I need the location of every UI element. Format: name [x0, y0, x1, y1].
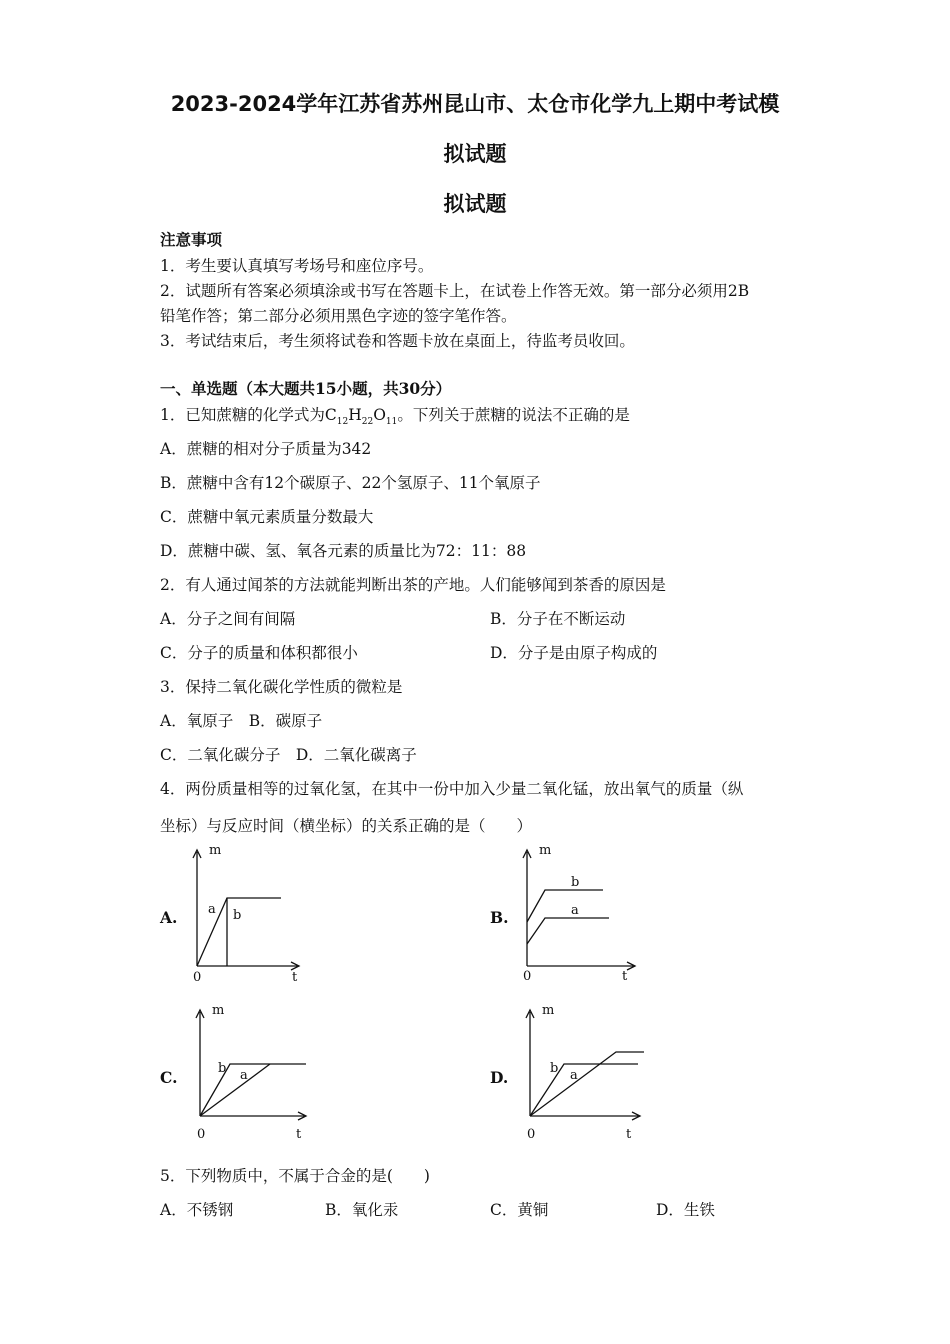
notice-item-1: 1．考生要认真填写考场号和座位序号。 — [160, 257, 434, 275]
question-1-option-a: A．蔗糖的相对分子质量为342 — [160, 440, 372, 458]
question-4-option-b-label: B. — [490, 908, 509, 927]
y-axis-label: m — [209, 843, 222, 858]
question-3-options-ab: A．氧原子 B．碳原子 — [160, 712, 323, 730]
notice-heading: 注意事项 — [160, 230, 223, 249]
curve-b-label: b — [218, 1061, 227, 1076]
sucrose-formula: $C_{12}H_{22}O_{11}$ — [324, 406, 398, 428]
curve-a-label: a — [240, 1068, 248, 1083]
question-1-option-d: D．蔗糖中碳、氢、氧各元素的质量比为72：11：88 — [160, 542, 527, 560]
question-4-option-a-label: A. — [160, 908, 178, 927]
curve-a-line — [530, 1052, 644, 1116]
graph-option-d — [518, 1002, 658, 1147]
question-4-option-d-label: D. — [490, 1068, 509, 1087]
x-axis-label: t — [296, 1127, 302, 1142]
question-5-option-c: C．黄铜 — [490, 1201, 549, 1219]
question-2-option-c: C．分子的质量和体积都很小 — [160, 644, 358, 662]
question-2-option-a: A．分子之间有间隔 — [160, 610, 296, 628]
origin-label: 0 — [523, 969, 532, 984]
question-5-option-a: A．不锈钢 — [160, 1201, 234, 1219]
origin-label: 0 — [527, 1127, 536, 1142]
question-5-stem: 5．下列物质中，不属于合金的是( ) — [160, 1167, 430, 1185]
curve-a-label: a — [570, 1068, 578, 1083]
y-axis-label: m — [212, 1003, 225, 1018]
graph-option-b — [515, 842, 645, 987]
x-axis-label: t — [292, 970, 298, 985]
question-4-stem-line2: 坐标）与反应时间（横坐标）的关系正确的是（ ） — [160, 817, 533, 835]
origin-label: 0 — [197, 1127, 206, 1142]
y-axis-label: m — [539, 843, 552, 858]
x-axis-label: t — [626, 1127, 632, 1142]
notice-item-3: 3．考试结束后，考生须将试卷和答题卡放在桌面上，待监考员收回。 — [160, 332, 635, 350]
curve-b-label: b — [571, 875, 580, 890]
origin-label: 0 — [193, 970, 202, 985]
question-2-option-b: B．分子在不断运动 — [490, 610, 626, 628]
question-4-stem-line1: 4．两份质量相等的过氧化氢，在其中一份中加入少量二氧化锰，放出氧气的质量（纵 — [160, 780, 744, 798]
curve-b-line — [530, 1064, 638, 1116]
question-5-option-b: B．氧化汞 — [325, 1201, 399, 1219]
curve-a-label: a — [571, 903, 579, 918]
x-axis-label: t — [622, 969, 628, 984]
curve-b-label: b — [550, 1061, 559, 1076]
question-3-stem: 3．保持二氧化碳化学性质的微粒是 — [160, 678, 403, 696]
question-2-stem: 2．有人通过闻茶的方法就能判断出茶的产地。人们能够闻到茶香的原因是 — [160, 576, 666, 594]
graph-option-c — [188, 1002, 318, 1147]
exam-title-line1: 2023-2024学年江苏省苏州昆山市、太仓市化学九上期中考试模 — [170, 92, 780, 116]
curve-b-label: b — [233, 908, 242, 923]
question-3-options-cd: C．二氧化碳分子 D．二氧化碳离子 — [160, 746, 417, 764]
curve-b-line — [200, 1064, 306, 1116]
curve-a-line — [527, 918, 609, 944]
graph-option-a — [185, 842, 315, 987]
question-2-option-d: D．分子是由原子构成的 — [490, 644, 658, 662]
section-heading: 一、单选题（本大题共15小题，共30分） — [160, 379, 452, 398]
question-1-stem-after: 。下列关于蔗糖的说法不正确的是 — [397, 406, 630, 424]
curve-a-label: a — [208, 902, 216, 917]
notice-item-2b: 铅笔作答；第二部分必须用黑色字迹的签字笔作答。 — [160, 307, 517, 325]
question-1-stem — [160, 403, 630, 427]
exam-title-line2: 拟试题 — [443, 142, 507, 166]
curve-b-line — [527, 890, 603, 922]
question-5-option-d: D．生铁 — [656, 1201, 715, 1219]
question-1-option-c: C．蔗糖中氧元素质量分数最大 — [160, 508, 374, 526]
question-1-stem-before: 1．已知蔗糖的化学式为 — [160, 406, 325, 424]
question-4-option-c-label: C. — [160, 1068, 178, 1087]
y-axis-label: m — [542, 1003, 555, 1018]
question-1-option-b: B．蔗糖中含有12个碳原子、22个氢原子、11个氧原子 — [160, 474, 541, 492]
exam-title-line3: 拟试题 — [443, 192, 507, 216]
notice-item-2a: 2．试题所有答案必须填涂或书写在答题卡上，在试卷上作答无效。第一部分必须用2B — [160, 282, 750, 300]
curve-a-line — [200, 1064, 270, 1116]
